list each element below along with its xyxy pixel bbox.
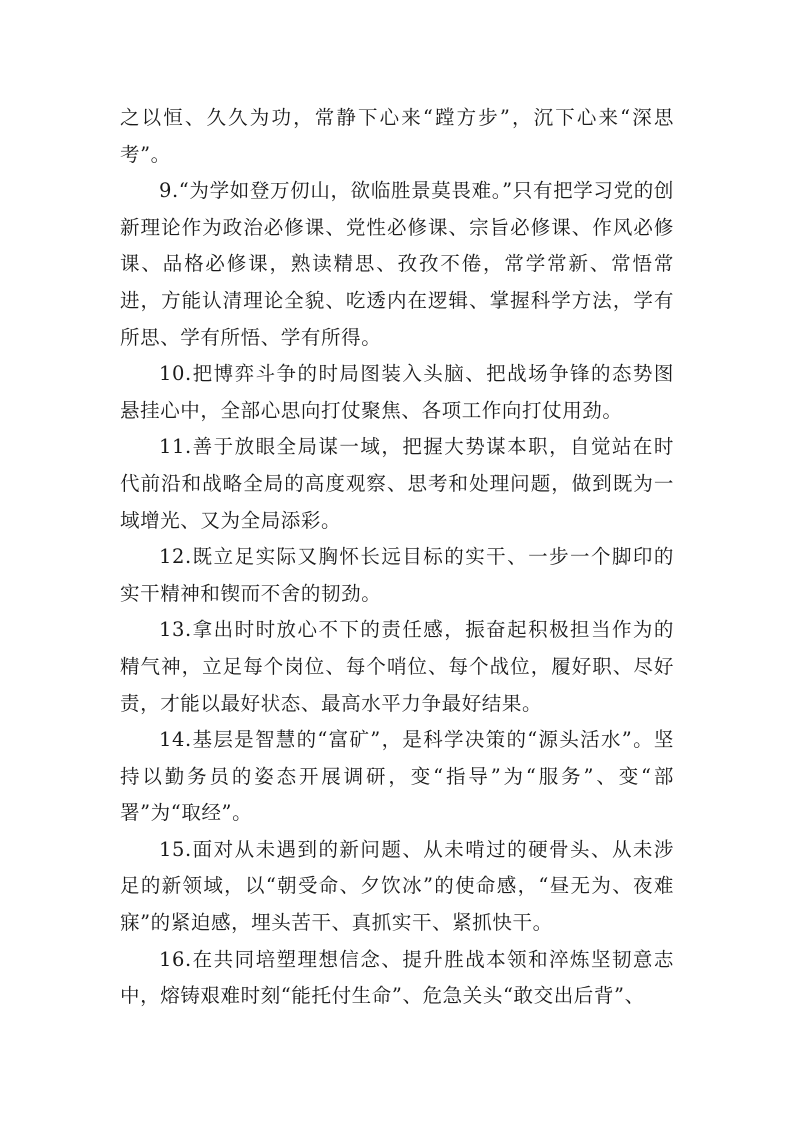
paragraph-item-16: 16.在共同培塑理想信念、提升胜战本领和淬炼坚韧意志中，熔铸艰难时刻“能托付生命”、危急关头“敢交出后背”、: [120, 947, 674, 1008]
paragraph-item-15: 15.面对从未遇到的新问题、从未啃过的硬骨头、从未涉足的新领域，以“朝受命、夕饮冰”的使命感，“昼无为、夜难寐”的紧迫感，埋头苦干、真抓实干、紧抓快干。: [120, 837, 674, 935]
paragraph-item-11: 11.善于放眼全局谋一域，把握大势谋本职，自觉站在时代前沿和战略全局的高度观察、思考和处理问题，做到既为一域增光、又为全局添彩。: [120, 435, 674, 532]
paragraph-item-10: 10.把博弈斗争的时局图装入头脑、把战场争锋的态势图悬挂心中，全部心思向打仗聚焦、各项工作向打仗用劲。: [120, 362, 674, 422]
paragraph-item-9: 9.“为学如登万仞山，欲临胜景莫畏难。”只有把学习党的创新理论作为政治必修课、党性必修课、宗旨必修课、作风必修课、品格必修课，熟读精思、孜孜不倦，常学常新、常悟常进，方能认清理论全貌、吃透内在逻辑、掌握科学方法，学有所思、学有所悟、学有所得。: [120, 179, 674, 349]
paragraph-continuation: 之以恒、久久为功，常静下心来“蹚方步”，沉下心来“深思考”。: [120, 106, 674, 166]
paragraph-item-13: 13.拿出时时放心不下的责任感，振奋起积极担当作为的精气神，立足每个岗位、每个哨位、每个战位，履好职、尽好责，才能以最好状态、最高水平力争最好结果。: [120, 618, 674, 715]
document-body: [120, 100, 674, 1015]
paragraph-item-12: 12.既立足实际又胸怀长远目标的实干、一步一个脚印的实干精神和锲而不舍的韧劲。: [120, 545, 674, 605]
paragraph-item-14: 14.基层是智慧的“富矿”，是科学决策的“源头活水”。坚持以勤务员的姿态开展调研，变“指导”为“服务”、变“部署”为“取经”。: [120, 728, 674, 825]
